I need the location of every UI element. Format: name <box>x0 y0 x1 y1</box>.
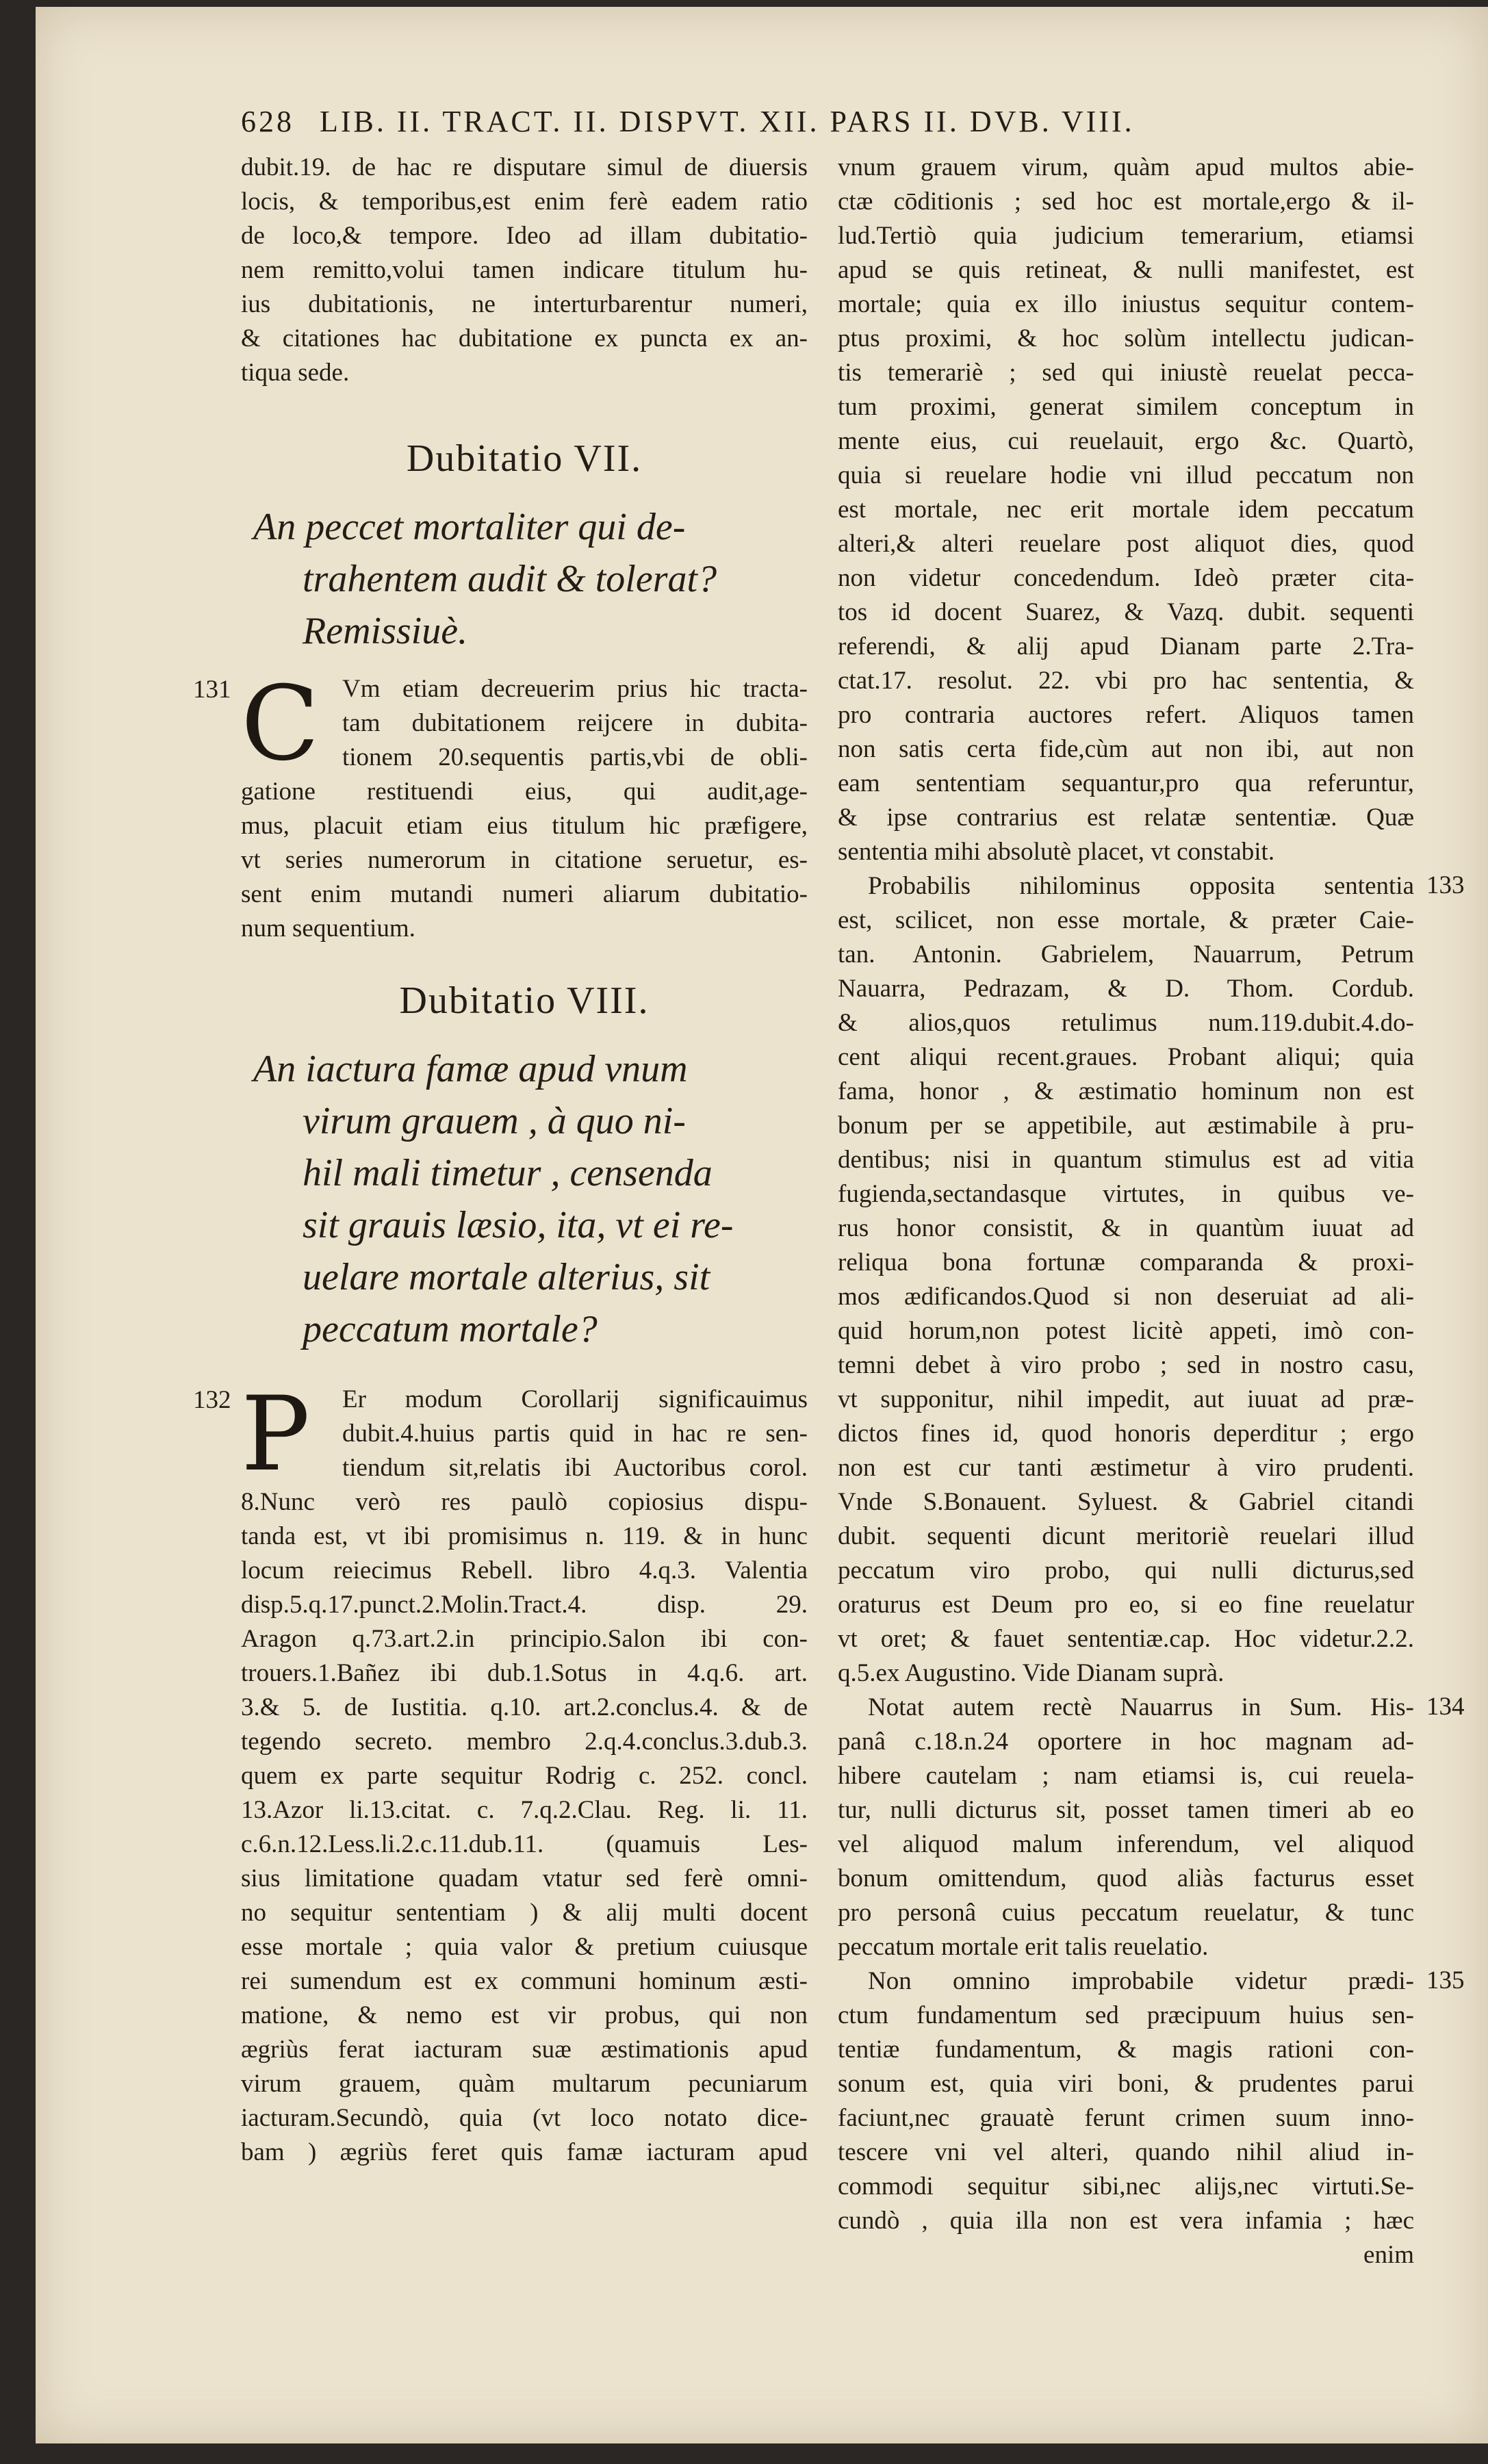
text-line: pro contraria auctores refert. Aliquos tamen <box>838 701 1414 729</box>
text-line: Nauarra, Pedrazam, & D. Thom. Cordub. <box>838 975 1414 1003</box>
paragraph-133 <box>838 869 1465 1691</box>
text-line: & alios,quos retulimus num.119.dubit.4.do- <box>838 1009 1414 1037</box>
text-line: q.5.ex Augustino. Vide Dianam suprà. <box>838 1659 1224 1687</box>
question-line: hil mali timetur , censenda <box>303 1152 713 1194</box>
drop-cap: P <box>241 1375 310 1494</box>
question-line: Remissiuè. <box>303 610 468 652</box>
text-line: bonum per se appetibile, aut æstimabile à pru- <box>838 1112 1414 1140</box>
text-line: cundò , quia illa non est vera infamia ; hæc <box>838 2207 1414 2235</box>
text-line: matione, & nemo est vir probus, qui non <box>241 2001 808 2029</box>
text-line: 8.Nunc verò res paulò copiosius dispu- <box>241 1488 808 1516</box>
text-line: tum proximi, generat similem conceptum in <box>838 393 1414 421</box>
text-line: Vm etiam decreuerim prius hic tracta- <box>342 675 808 703</box>
dubitatio-7-title: Dubitatio VII. <box>406 437 643 480</box>
book-page <box>36 7 1488 2443</box>
text-line: Vnde S.Bonauent. Syluest. & Gabriel citandi <box>838 1488 1414 1516</box>
text-line: sius limitatione quadam vtatur sed ferè omni- <box>241 1864 808 1892</box>
paragraph-135 <box>838 1964 1465 2272</box>
text-line: tis temerariè ; sed qui iniustè reuelat pecca- <box>838 359 1414 387</box>
text-line: bam ) ægriùs feret quis famæ iacturam apud <box>241 2138 808 2166</box>
text-line: alteri,& alteri reuelare post aliquot dies, quod <box>838 530 1414 558</box>
text-line: 13.Azor li.13.citat. c. 7.q.2.Clau. Reg. li. 11. <box>241 1796 808 1824</box>
text-line: trouers.1.Bañez ibi dub.1.Sotus in 4.q.6. art. <box>241 1659 808 1687</box>
text-line: Probabilis nihilominus opposita sententia <box>868 872 1414 900</box>
text-line: tan. Antonin. Gabrielem, Nauarrum, Petrum <box>838 940 1414 968</box>
text-line: non videtur concedendum. Ideò præter cita- <box>838 564 1414 592</box>
margin-number: 135 <box>1426 1966 1465 1994</box>
text-line: temni debet à viro probo ; sed in nostro casu, <box>838 1351 1414 1379</box>
text-line: reliqua bona fortunæ comparanda & proxi- <box>838 1248 1414 1276</box>
text-line: Non omnino improbabile videtur prædi- <box>868 1967 1414 1995</box>
dubitatio-8-title: Dubitatio VIII. <box>399 979 650 1022</box>
text-line: num sequentium. <box>241 914 415 942</box>
text-line: referendi, & alij apud Dianam parte 2.Tra- <box>838 632 1414 660</box>
text-line: vt supponitur, nihil impedit, aut iuuat ad præ- <box>838 1385 1414 1413</box>
right-column <box>838 151 1465 2272</box>
text-line: apud se quis retineat, & nulli manifestet, est <box>838 256 1414 284</box>
text-line: mente eius, cui reuelauit, ergo &c. Quartò, <box>838 427 1414 455</box>
text-line: ctæ cōditionis ; sed hoc est mortale,ergo & il- <box>838 188 1414 216</box>
text-line: quia si reuelare hodie vni illud peccatum non <box>838 461 1414 489</box>
text-line: mos ædificandos.Quod si non deseruiat ad ali- <box>838 1283 1414 1311</box>
text-line: gatione restituendi eius, qui audit,age- <box>241 778 808 806</box>
text-line: ctum fundamentum sed præcipuum huius sen- <box>838 2001 1414 2029</box>
text-line: esse mortale ; quia valor & pretium cuiusque <box>241 1933 808 1961</box>
text-line: panâ c.18.n.24 oportere in hoc magnam ad- <box>838 1728 1414 1756</box>
margin-number: 132 <box>193 1386 231 1414</box>
question-line: An iactura famæ apud vnum <box>253 1048 688 1090</box>
text-line: sententia mihi absolutè placet, vt constabit. <box>838 838 1275 866</box>
text-line: non est cur tanti æstimetur à viro prudenti. <box>838 1454 1414 1482</box>
text-line: dubit.4.huius partis quid in hac re sen- <box>342 1420 808 1448</box>
text-line: dictos fines id, quod honoris deperditur ; ergo <box>838 1420 1414 1448</box>
text-line: fama, honor , & æstimatio hominum non est <box>838 1077 1414 1105</box>
margin-number: 133 <box>1426 871 1465 899</box>
text-line: est mortale, nec erit mortale idem peccatum <box>838 496 1414 524</box>
text-line: oraturus est Deum pro eo, si eo fine reuelatur <box>838 1591 1414 1619</box>
text-line: nem remitto,volui tamen indicare titulum hu- <box>241 256 808 284</box>
dubitatio-8-body <box>193 1375 808 2170</box>
text-line: ius dubitationis, ne interturbarentur numeri, <box>241 290 808 318</box>
question-line: An peccet mortaliter qui de- <box>253 506 686 548</box>
text-line: locum reiecimus Rebell. libro 4.q.3. Valentia <box>241 1556 808 1584</box>
text-line: fugienda,sectandasque virtutes, in quibus ve- <box>838 1180 1414 1208</box>
text-line: no sequitur sententiam ) & alij multi docent <box>241 1899 808 1927</box>
text-line: ægriùs ferat iacturam suæ æstimationis apud <box>241 2036 808 2064</box>
text-line: quid horum,non potest licitè appeti, imò con- <box>838 1317 1414 1345</box>
text-line: eam sententiam sequantur,pro qua referuntur, <box>838 769 1414 797</box>
question-line: sit grauis læsio, ita, vt ei re- <box>303 1204 734 1246</box>
running-title: LIB. II. TRACT. II. DISPVT. XII. PARS II. DVB. VIII. <box>320 105 1135 138</box>
text-line: Er modum Corollarij significauimus <box>342 1385 808 1413</box>
text-line: & ipse contrarius est relatæ sententiæ. Quæ <box>838 804 1414 832</box>
paragraph-continued <box>838 151 1414 869</box>
text-line: de loco,& tempore. Ideo ad illam dubitatio- <box>241 222 808 250</box>
text-line: tionem 20.sequentis partis,vbi de obli- <box>342 743 808 771</box>
text-line: vt oret; & fauet sententiæ.cap. Hoc videtur.2.2. <box>838 1625 1414 1653</box>
text-line: tos id docent Suarez, & Vazq. dubit. sequenti <box>838 598 1414 626</box>
text-line: tentiæ fundamentum, & magis rationi con- <box>838 2036 1414 2064</box>
intro-paragraph <box>241 151 808 390</box>
text-line: Aragon q.73.art.2.in principio.Salon ibi con- <box>241 1625 808 1653</box>
text-line: & citationes hac dubitatione ex puncta ex an- <box>241 324 808 352</box>
margin-number: 131 <box>193 676 231 704</box>
text-line: commodi sequitur sibi,nec alijs,nec virtuti.Se- <box>838 2172 1414 2200</box>
text-line: vt series numerorum in citatione seruetur, es- <box>241 846 808 874</box>
text-line: virum grauem, quàm multarum pecuniarum <box>241 2070 808 2098</box>
text-line: lud.Tertiò quia judicium temerarium, etiamsi <box>838 222 1414 250</box>
text-line: mus, placuit etiam eius titulum hic præfigere, <box>241 812 808 840</box>
catchword: enim <box>1363 2241 1414 2269</box>
dubitatio-7-body <box>193 665 808 946</box>
question-line: uelare mortale alterius, sit <box>303 1256 710 1298</box>
text-line: locis, & temporibus,est enim ferè eadem ratio <box>241 188 808 216</box>
dubitatio-7-question <box>241 501 808 657</box>
text-line: tam dubitationem reijcere in dubita- <box>342 709 808 737</box>
text-line: quem ex parte sequitur Rodrig c. 252. concl. <box>241 1762 808 1790</box>
text-line: c.6.n.12.Less.li.2.c.11.dub.11. (quamuis Les- <box>241 1830 808 1858</box>
margin-number: 134 <box>1426 1693 1465 1721</box>
text-line: vnum grauem virum, quàm apud multos abie- <box>838 153 1414 181</box>
text-line: disp.5.q.17.punct.2.Molin.Tract.4. disp. 29. <box>241 1591 808 1619</box>
text-line: hibere cautelam ; nam etiamsi is, cui reuela- <box>838 1762 1414 1790</box>
dubitatio-8-question <box>241 1043 808 1355</box>
text-line: pro personâ cuius peccatum reuelatur, & tunc <box>838 1899 1414 1927</box>
text-line: rei sumendum est ex communi hominum æsti- <box>241 1967 808 1995</box>
text-line: tanda est, vt ibi promisimus n. 119. & in hunc <box>241 1522 808 1550</box>
paragraph-134 <box>838 1691 1465 1964</box>
text-line: tiendum sit,relatis ibi Auctoribus corol. <box>342 1454 808 1482</box>
running-header <box>241 104 1336 139</box>
text-line: bonum omittendum, quod aliàs facturus esset <box>838 1864 1414 1892</box>
text-line: peccatum viro probo, qui nulli dicturus,sed <box>838 1556 1414 1584</box>
page-number: 628 <box>241 105 294 138</box>
text-line: dentibus; nisi in quantum stimulus est ad vitia <box>838 1146 1414 1174</box>
text-line: sent enim mutandi numeri aliarum dubitatio- <box>241 880 808 908</box>
text-line: est, scilicet, non esse mortale, & præter Caie- <box>838 906 1414 934</box>
drop-cap: C <box>241 665 320 784</box>
text-line: ctat.17. resolut. 22. vbi pro hac sententia, & <box>838 667 1414 695</box>
text-line: iacturam.Secundò, quia (vt loco notato dice- <box>241 2104 808 2132</box>
text-line: dubit.19. de hac re disputare simul de diuersis <box>241 153 808 181</box>
text-line: Notat autem rectè Nauarrus in Sum. His- <box>868 1693 1414 1721</box>
text-line: faciunt,nec grauatè ferunt crimen suum inno- <box>838 2104 1414 2132</box>
question-line: trahentem audit & tolerat? <box>303 558 717 600</box>
text-line: peccatum mortale erit talis reuelatio. <box>838 1933 1209 1961</box>
left-column <box>193 151 808 2170</box>
text-line: sonum est, quia viri boni, & prudentes parui <box>838 2070 1414 2098</box>
text-line: 3.& 5. de Iustitia. q.10. art.2.conclus.4. & de <box>241 1693 808 1721</box>
text-line: tiqua sede. <box>241 359 350 387</box>
text-line: cent aliqui recent.graues. Probant aliqui; quia <box>838 1043 1414 1071</box>
text-line: ptus proximi, & hoc solùm intellectu judican- <box>838 324 1414 352</box>
question-line: virum grauem , à quo ni- <box>303 1100 686 1142</box>
text-line: tescere vni vel alteri, quando nihil aliud in- <box>838 2138 1414 2166</box>
text-line: rus honor consistit, & in quantùm iuuat ad <box>838 1214 1414 1242</box>
text-line: tur, nulli dicturus sit, posset tamen timeri ab eo <box>838 1796 1414 1824</box>
text-line: tegendo secreto. membro 2.q.4.conclus.3.dub.3. <box>241 1728 808 1756</box>
text-line: dubit. sequenti dicunt meritoriè reuelari illud <box>838 1522 1414 1550</box>
text-line: mortale; quia ex illo iniustus sequitur contem- <box>838 290 1414 318</box>
text-line: vel aliquod malum inferendum, vel aliquod <box>838 1830 1414 1858</box>
text-line: non satis certa fide,cùm aut non ibi, aut non <box>838 735 1414 763</box>
question-line: peccatum mortale? <box>303 1308 598 1350</box>
